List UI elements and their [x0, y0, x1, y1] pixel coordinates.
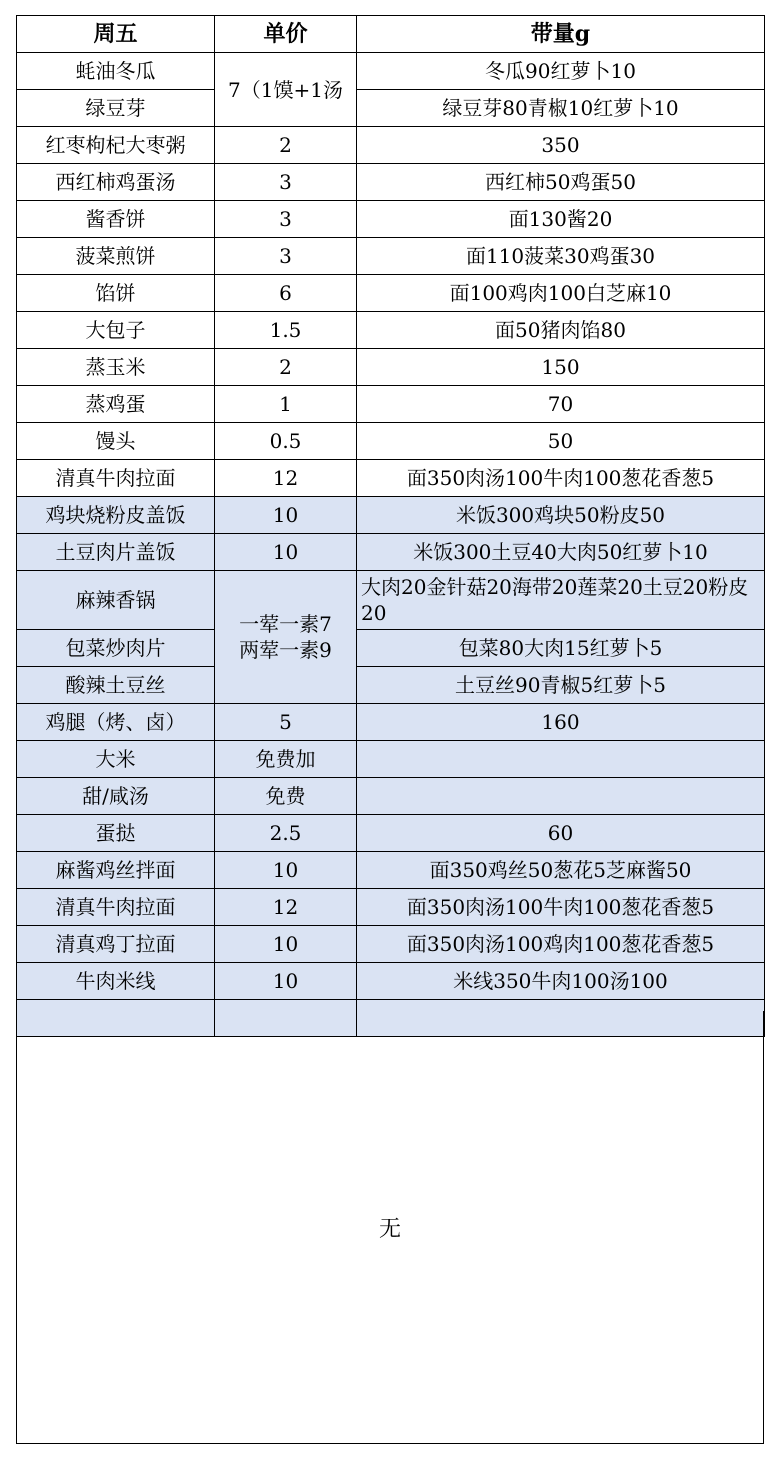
header-price: 单价 — [215, 16, 357, 53]
dish-name: 绿豆芽 — [17, 90, 215, 127]
table-row — [17, 53, 765, 90]
dish-name: 鸡腿（烤、卤） — [17, 704, 215, 741]
dish-amount: 绿豆芽80青椒10红萝卜10 — [357, 90, 765, 127]
note-box — [16, 1011, 764, 1444]
table-row — [17, 312, 765, 349]
dish-amount: 面50猪肉馅80 — [357, 312, 765, 349]
dish-amount: 面350肉汤100鸡肉100葱花香葱5 — [357, 926, 765, 963]
table-row — [17, 90, 765, 127]
dish-name: 清真牛肉拉面 — [17, 889, 215, 926]
dish-name: 麻辣香锅 — [17, 571, 215, 630]
table-row — [17, 630, 765, 667]
dish-price: 10 — [215, 497, 357, 534]
dish-price: 3 — [215, 238, 357, 275]
note-text: 无 — [378, 1216, 401, 1242]
dish-amount: 350 — [357, 127, 765, 164]
dish-amount: 土豆丝90青椒5红萝卜5 — [357, 667, 765, 704]
dish-name: 酸辣土豆丝 — [17, 667, 215, 704]
dish-amount — [357, 741, 765, 778]
dish-price: 3 — [215, 164, 357, 201]
dish-name: 蚝油冬瓜 — [17, 53, 215, 90]
dish-price: 2 — [215, 349, 357, 386]
dish-name: 酱香饼 — [17, 201, 215, 238]
dish-amount: 面350鸡丝50葱花5芝麻酱50 — [357, 852, 765, 889]
dish-price — [215, 571, 357, 704]
dish-name: 麻酱鸡丝拌面 — [17, 852, 215, 889]
dish-name: 土豆肉片盖饭 — [17, 534, 215, 571]
dish-amount: 50 — [357, 423, 765, 460]
table-row — [17, 534, 765, 571]
table-row — [17, 238, 765, 275]
dish-amount: 160 — [357, 704, 765, 741]
dish-amount: 包菜80大肉15红萝卜5 — [357, 630, 765, 667]
dish-price: 10 — [215, 926, 357, 963]
dish-amount: 面110菠菜30鸡蛋30 — [357, 238, 765, 275]
dish-amount: 60 — [357, 815, 765, 852]
dish-amount: 150 — [357, 349, 765, 386]
table-row — [17, 460, 765, 497]
table-row — [17, 571, 765, 630]
dish-name: 西红柿鸡蛋汤 — [17, 164, 215, 201]
menu-table — [16, 15, 765, 1037]
menu-sheet — [16, 15, 764, 1037]
table-row — [17, 963, 765, 1000]
table-row — [17, 741, 765, 778]
dish-amount: 西红柿50鸡蛋50 — [357, 164, 765, 201]
dish-amount: 大肉20金针菇20海带20莲菜20土豆20粉皮20 — [357, 571, 765, 630]
price-line: 一荤一素7 — [239, 612, 332, 636]
dish-price: 7（1馍+1汤 — [215, 53, 357, 127]
dish-name: 大米 — [17, 741, 215, 778]
table-row — [17, 164, 765, 201]
dish-name: 馒头 — [17, 423, 215, 460]
dish-amount: 70 — [357, 386, 765, 423]
dish-name: 包菜炒肉片 — [17, 630, 215, 667]
dish-price: 10 — [215, 852, 357, 889]
table-row — [17, 926, 765, 963]
table-row — [17, 275, 765, 312]
dish-price: 免费 — [215, 778, 357, 815]
table-row — [17, 852, 765, 889]
table-row — [17, 201, 765, 238]
table-row — [17, 778, 765, 815]
dish-amount: 面100鸡肉100白芝麻10 — [357, 275, 765, 312]
dish-amount — [357, 778, 765, 815]
dish-price: 1 — [215, 386, 357, 423]
header-row — [17, 16, 765, 53]
table-row — [17, 127, 765, 164]
table-row — [17, 889, 765, 926]
dish-price: 10 — [215, 534, 357, 571]
dish-name: 大包子 — [17, 312, 215, 349]
header-amount: 带量g — [357, 16, 765, 53]
table-row — [17, 349, 765, 386]
dish-price: 3 — [215, 201, 357, 238]
dish-price: 5 — [215, 704, 357, 741]
dish-name: 清真鸡丁拉面 — [17, 926, 215, 963]
dish-amount: 米饭300鸡块50粉皮50 — [357, 497, 765, 534]
table-row — [17, 497, 765, 534]
dish-name: 鸡块烧粉皮盖饭 — [17, 497, 215, 534]
price-line: 两荤一素9 — [239, 638, 332, 662]
dish-amount: 米线350牛肉100汤100 — [357, 963, 765, 1000]
dish-name: 蒸玉米 — [17, 349, 215, 386]
dish-price: 10 — [215, 963, 357, 1000]
dish-name: 菠菜煎饼 — [17, 238, 215, 275]
table-row — [17, 423, 765, 460]
header-day: 周五 — [17, 16, 215, 53]
dish-price: 12 — [215, 460, 357, 497]
dish-name: 馅饼 — [17, 275, 215, 312]
dish-name: 牛肉米线 — [17, 963, 215, 1000]
dish-price: 2.5 — [215, 815, 357, 852]
dish-price: 0.5 — [215, 423, 357, 460]
dish-amount: 面350肉汤100牛肉100葱花香葱5 — [357, 460, 765, 497]
dish-price: 免费加 — [215, 741, 357, 778]
dish-amount: 冬瓜90红萝卜10 — [357, 53, 765, 90]
dish-name: 蛋挞 — [17, 815, 215, 852]
dish-price: 2 — [215, 127, 357, 164]
table-row — [17, 667, 765, 704]
dish-name: 蒸鸡蛋 — [17, 386, 215, 423]
dish-amount: 面350肉汤100牛肉100葱花香葱5 — [357, 889, 765, 926]
table-row — [17, 815, 765, 852]
dish-amount: 米饭300土豆40大肉50红萝卜10 — [357, 534, 765, 571]
table-row — [17, 386, 765, 423]
dish-name: 红枣枸杞大枣粥 — [17, 127, 215, 164]
dish-price: 6 — [215, 275, 357, 312]
dish-name: 甜/咸汤 — [17, 778, 215, 815]
dish-price: 12 — [215, 889, 357, 926]
table-row — [17, 704, 765, 741]
dish-price: 1.5 — [215, 312, 357, 349]
dish-name: 清真牛肉拉面 — [17, 460, 215, 497]
dish-amount: 面130酱20 — [357, 201, 765, 238]
